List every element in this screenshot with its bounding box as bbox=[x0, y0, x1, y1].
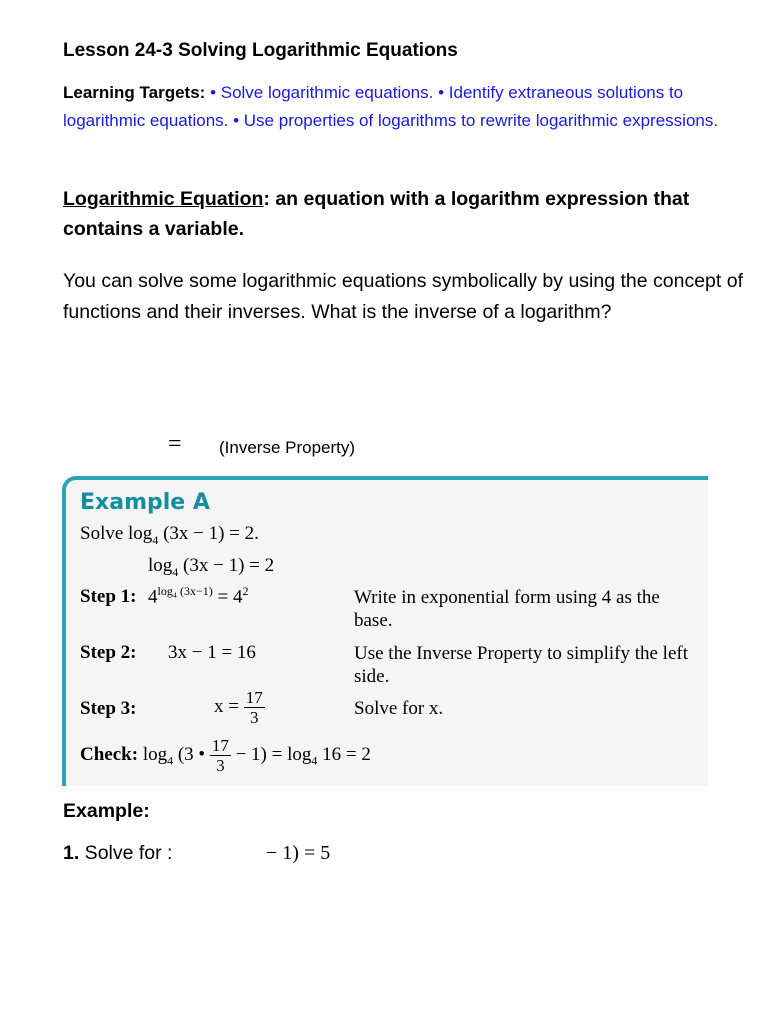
check-base2: 4 bbox=[311, 753, 318, 768]
inverse-property-note: (Inverse Property) bbox=[219, 438, 356, 457]
question-1-equation-tail: − 1) = 5 bbox=[266, 842, 331, 864]
question-text: Solve for : bbox=[79, 842, 173, 864]
step3-note: Solve for x. bbox=[354, 698, 444, 719]
fraction-denominator: 3 bbox=[249, 708, 259, 727]
check-end: 16 = 2 bbox=[317, 743, 371, 765]
step1-note: Write in exponential form using 4 as the base. bbox=[354, 587, 660, 631]
intro-paragraph: You can solve some logarithmic equations symbolically by using the concept of functions and their inverses. What is the inverse of a logarithm? bbox=[63, 270, 743, 323]
step2-equation: 3x − 1 = 16 bbox=[168, 642, 256, 663]
question-number: 1. bbox=[63, 842, 80, 864]
fraction-denominator: 3 bbox=[216, 756, 225, 775]
eq-rest: (3x − 1) = 2 bbox=[178, 555, 275, 576]
question-1 bbox=[63, 842, 172, 865]
step1-base: 4 bbox=[148, 586, 158, 608]
inverse-equals-sign: = bbox=[168, 431, 182, 457]
step1-rhs: = 4 bbox=[212, 586, 243, 608]
check-base1: 4 bbox=[167, 753, 174, 768]
step3-lhs: x = bbox=[214, 695, 244, 717]
check-line bbox=[80, 736, 371, 775]
definition-text: : an equation with a logarithm expression that contains a variable. bbox=[63, 188, 690, 240]
step3-fraction bbox=[244, 688, 265, 727]
definition bbox=[63, 184, 743, 244]
step1-rhs-exponent: 2 bbox=[242, 584, 249, 598]
learning-target-item: • Use properties of logarithms to rewrite logarithmic expressions. bbox=[233, 110, 719, 130]
fraction-numerator: 17 bbox=[211, 736, 229, 755]
check-label: Check: bbox=[80, 743, 139, 765]
step2-note: Use the Inverse Property to simplify the left side. bbox=[354, 643, 689, 687]
fraction-numerator: 17 bbox=[245, 688, 263, 707]
step1-label: Step 1: bbox=[80, 586, 137, 607]
step1-exponent: log₄ (3x−1) bbox=[157, 584, 213, 598]
step3-label: Step 3: bbox=[80, 698, 137, 719]
learning-target-item: • Identify extraneous solutions to logarithmic equations. bbox=[63, 83, 684, 130]
check-fraction bbox=[210, 736, 231, 775]
prompt-rest: (3x − 1) = 2. bbox=[158, 523, 259, 544]
step1-equation bbox=[148, 584, 249, 608]
example-a-prompt bbox=[80, 523, 259, 548]
learning-target-item: • Solve logarithmic equations. bbox=[210, 83, 434, 102]
example-a-equation bbox=[148, 555, 274, 580]
learning-targets bbox=[63, 79, 748, 134]
definition-term: Logarithmic Equation bbox=[63, 188, 264, 210]
prompt-log: Solve log bbox=[80, 523, 153, 544]
learning-targets-label: Learning Targets: bbox=[63, 83, 206, 102]
prompt-base: 4 bbox=[152, 532, 159, 547]
lesson-title: Lesson 24-3 Solving Logarithmic Equations bbox=[63, 40, 458, 61]
step2-label: Step 2: bbox=[80, 642, 137, 663]
example-heading: Example: bbox=[63, 800, 150, 822]
eq-log: log bbox=[148, 555, 173, 576]
check-mid: − 1) = log bbox=[230, 743, 312, 765]
eq-base: 4 bbox=[172, 564, 179, 579]
example-a-heading: Example A bbox=[80, 490, 210, 515]
check-log1: log bbox=[138, 743, 168, 765]
check-mult: (3 • bbox=[173, 743, 210, 765]
step3-equation bbox=[214, 688, 265, 727]
